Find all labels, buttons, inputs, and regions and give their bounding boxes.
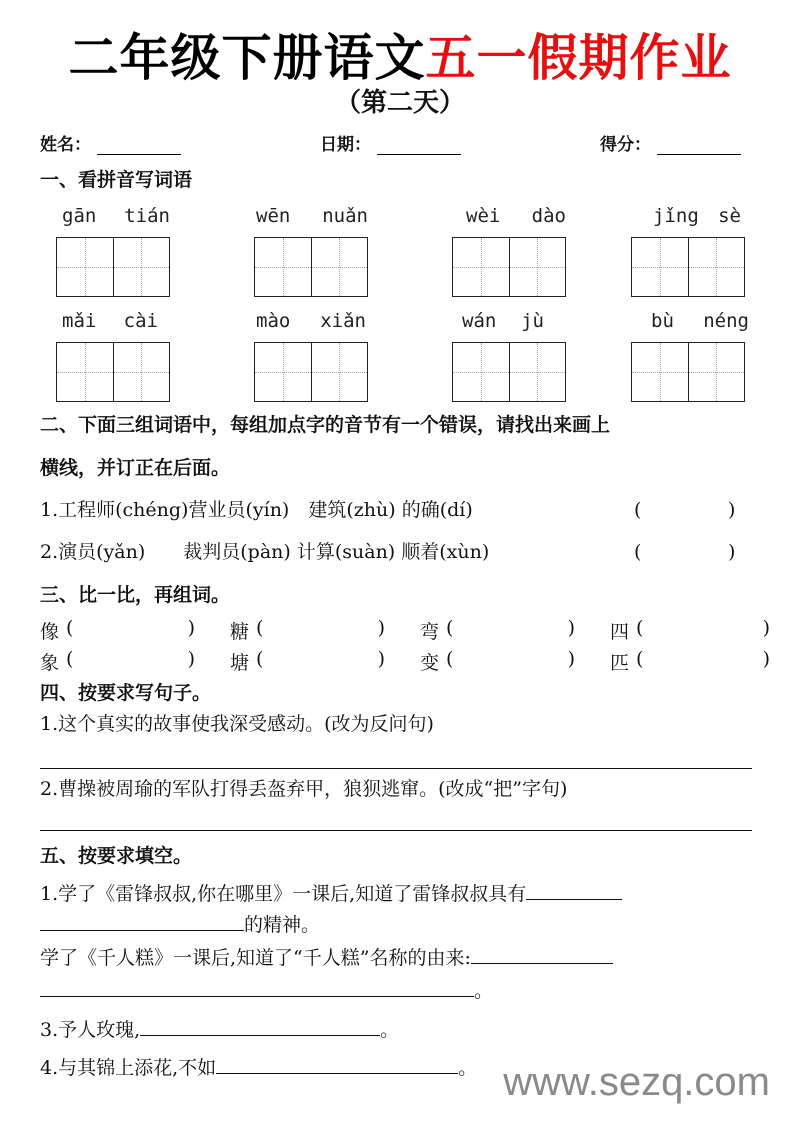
grid-cell[interactable] bbox=[688, 238, 745, 296]
answer-line[interactable] bbox=[40, 768, 752, 769]
fill-blank[interactable] bbox=[40, 976, 474, 997]
pinyin-syllable: tián bbox=[124, 205, 170, 227]
question-text: 4.与其锦上添花,不如 bbox=[40, 1057, 217, 1079]
compare-item[interactable] bbox=[40, 648, 230, 675]
grid-cell[interactable] bbox=[311, 238, 368, 296]
grid-cell[interactable] bbox=[509, 238, 566, 296]
compare-item[interactable] bbox=[230, 617, 420, 644]
pinyin-syllable: cài bbox=[123, 310, 158, 332]
compare-char: 变 bbox=[420, 652, 440, 674]
grid-cell[interactable] bbox=[113, 343, 170, 401]
section2-row-2 bbox=[40, 539, 489, 565]
page-subtitle: （第二天） bbox=[334, 88, 465, 118]
writing-grid[interactable] bbox=[254, 237, 368, 297]
section4-question-1: 1.这个真实的故事使我深受感动。(改为反问句) bbox=[40, 713, 434, 735]
section5-question-1 bbox=[40, 879, 622, 907]
answer-paren-open: ( bbox=[634, 541, 642, 563]
writing-grid[interactable] bbox=[56, 237, 170, 297]
compare-item[interactable] bbox=[420, 617, 610, 644]
grid-cell[interactable] bbox=[255, 238, 311, 296]
grid-cell[interactable] bbox=[632, 343, 688, 401]
paren-close: ) bbox=[762, 617, 770, 639]
fill-blank[interactable] bbox=[471, 943, 613, 964]
date-field[interactable] bbox=[320, 130, 461, 155]
section1-heading: 一、看拼音写词语 bbox=[40, 169, 193, 191]
date-blank[interactable] bbox=[377, 138, 461, 155]
pinyin-syllable: bù bbox=[651, 310, 674, 332]
pinyin-label bbox=[256, 310, 366, 332]
paren-open: ( bbox=[256, 648, 264, 670]
pinyin-syllable: jù bbox=[521, 310, 544, 332]
score-blank[interactable] bbox=[657, 138, 741, 155]
score-label: 得分： bbox=[600, 135, 651, 155]
pinyin-syllable: jǐng bbox=[653, 205, 699, 227]
compare-item[interactable] bbox=[420, 648, 610, 675]
pinyin-syllable: dào bbox=[531, 205, 566, 227]
question-text: 学了《千人糕》一课后,知道了“千人糕”名称的由来: bbox=[40, 947, 471, 969]
paren-close: ) bbox=[187, 648, 195, 670]
compare-char: 塘 bbox=[230, 652, 250, 674]
section2-row-1 bbox=[40, 497, 473, 523]
fill-blank[interactable] bbox=[526, 879, 622, 900]
grid-cell[interactable] bbox=[453, 343, 509, 401]
name-field[interactable] bbox=[40, 130, 181, 155]
section5-question-2-cont bbox=[40, 976, 493, 1004]
answer-paren-close: ) bbox=[728, 541, 736, 563]
grid-cell[interactable] bbox=[632, 238, 688, 296]
question-text: 。 bbox=[474, 980, 494, 1002]
compare-char: 四 bbox=[610, 621, 630, 643]
paren-close: ) bbox=[377, 648, 385, 670]
compare-item[interactable] bbox=[610, 648, 770, 675]
writing-grid[interactable] bbox=[452, 237, 566, 297]
fill-blank[interactable] bbox=[140, 1015, 380, 1036]
paren-close: ) bbox=[762, 648, 770, 670]
pinyin-syllable: gān bbox=[62, 205, 97, 227]
writing-grid[interactable] bbox=[631, 342, 745, 402]
section5-question-3 bbox=[40, 1015, 399, 1043]
paren-close: ) bbox=[377, 617, 385, 639]
date-label: 日期： bbox=[320, 135, 371, 155]
writing-grid[interactable] bbox=[631, 237, 745, 297]
section5-question-1-cont bbox=[40, 910, 320, 938]
section2-row-text: 1.工程师(chéng)营业员(yín) 建筑(zhù) 的确(dí) bbox=[40, 499, 473, 521]
pinyin-syllable: wán bbox=[462, 310, 497, 332]
pinyin-syllable: xiǎn bbox=[320, 310, 366, 332]
compare-item[interactable] bbox=[230, 648, 420, 675]
name-label: 姓名： bbox=[40, 135, 91, 155]
pinyin-label bbox=[62, 310, 158, 332]
question-text: 3.予人玫瑰, bbox=[40, 1019, 141, 1041]
section4-question-2: 2.曹操被周瑜的军队打得丢盔弃甲，狼狈逃窜。(改成“把”字句) bbox=[40, 778, 568, 800]
pinyin-syllable: mǎi bbox=[62, 310, 97, 332]
section5-question-4 bbox=[40, 1053, 477, 1081]
compare-item[interactable] bbox=[610, 617, 770, 644]
paren-open: ( bbox=[256, 617, 264, 639]
compare-char: 糖 bbox=[230, 621, 250, 643]
answer-slot[interactable] bbox=[648, 539, 728, 565]
writing-grid[interactable] bbox=[452, 342, 566, 402]
compare-row-2 bbox=[40, 648, 770, 675]
grid-cell[interactable] bbox=[255, 343, 311, 401]
grid-cell[interactable] bbox=[509, 343, 566, 401]
fill-blank[interactable] bbox=[40, 910, 244, 931]
section5-question-2 bbox=[40, 943, 613, 971]
answer-line[interactable] bbox=[40, 830, 752, 831]
section4-heading: 四、按要求写句子。 bbox=[40, 682, 212, 704]
pinyin-syllable: wēn bbox=[256, 205, 291, 227]
pinyin-label bbox=[653, 205, 741, 227]
pinyin-label bbox=[462, 310, 544, 332]
fill-blank[interactable] bbox=[216, 1053, 458, 1074]
pinyin-label bbox=[62, 205, 170, 227]
pinyin-label bbox=[256, 205, 368, 227]
compare-char: 像 bbox=[40, 621, 60, 643]
answer-slot[interactable] bbox=[648, 497, 728, 523]
score-field[interactable] bbox=[600, 130, 741, 155]
section5-heading: 五、按要求填空。 bbox=[40, 845, 193, 867]
pinyin-syllable: sè bbox=[718, 205, 741, 227]
grid-cell[interactable] bbox=[453, 238, 509, 296]
question-text: 。 bbox=[458, 1057, 478, 1079]
paren-open: ( bbox=[636, 617, 644, 639]
pinyin-label bbox=[651, 310, 749, 332]
pinyin-syllable: néng bbox=[703, 310, 749, 332]
section3-heading: 三、比一比，再组词。 bbox=[40, 584, 231, 606]
paren-open: ( bbox=[66, 648, 74, 670]
paren-open: ( bbox=[636, 648, 644, 670]
pinyin-syllable: nuǎn bbox=[322, 205, 368, 227]
answer-paren-close: ) bbox=[728, 499, 736, 521]
grid-cell[interactable] bbox=[57, 343, 113, 401]
question-text: 的精神。 bbox=[244, 914, 321, 936]
answer-paren-open: ( bbox=[634, 499, 642, 521]
section2-heading-line1: 二、下面三组词语中，每组加点字的音节有一个错误，请找出来画上 bbox=[40, 414, 611, 436]
name-blank[interactable] bbox=[97, 138, 181, 155]
paren-open: ( bbox=[66, 617, 74, 639]
pinyin-label bbox=[466, 205, 566, 227]
paren-open: ( bbox=[446, 648, 454, 670]
section2-row-text: 2.演员(yǎn) 裁判员(pàn) 计算(suàn) 顺着(xùn) bbox=[40, 541, 490, 563]
title-black-part: 二年级下册语文 bbox=[68, 29, 426, 87]
writing-grid[interactable] bbox=[56, 342, 170, 402]
compare-char: 匹 bbox=[610, 652, 630, 674]
title-red-part: 五一假期作业 bbox=[425, 29, 732, 87]
paren-open: ( bbox=[446, 617, 454, 639]
page-title bbox=[0, 28, 800, 88]
paren-close: ) bbox=[187, 617, 195, 639]
compare-row-1 bbox=[40, 617, 770, 644]
writing-grid[interactable] bbox=[254, 342, 368, 402]
watermark: www.sezq.com bbox=[503, 1060, 770, 1104]
grid-cell[interactable] bbox=[57, 238, 113, 296]
compare-char: 象 bbox=[40, 652, 60, 674]
paren-close: ) bbox=[567, 648, 575, 670]
paren-close: ) bbox=[567, 617, 575, 639]
grid-cell[interactable] bbox=[688, 343, 745, 401]
question-text: 。 bbox=[380, 1019, 400, 1041]
grid-cell[interactable] bbox=[311, 343, 368, 401]
section2-heading-line2: 横线，并订正在后面。 bbox=[40, 457, 231, 479]
pinyin-syllable: mào bbox=[256, 310, 291, 332]
question-text: 1.学了《雷锋叔叔,你在哪里》一课后,知道了雷锋叔叔具有 bbox=[40, 883, 527, 905]
compare-item[interactable] bbox=[40, 617, 230, 644]
compare-char: 弯 bbox=[420, 621, 440, 643]
grid-cell[interactable] bbox=[113, 238, 170, 296]
pinyin-syllable: wèi bbox=[466, 205, 501, 227]
